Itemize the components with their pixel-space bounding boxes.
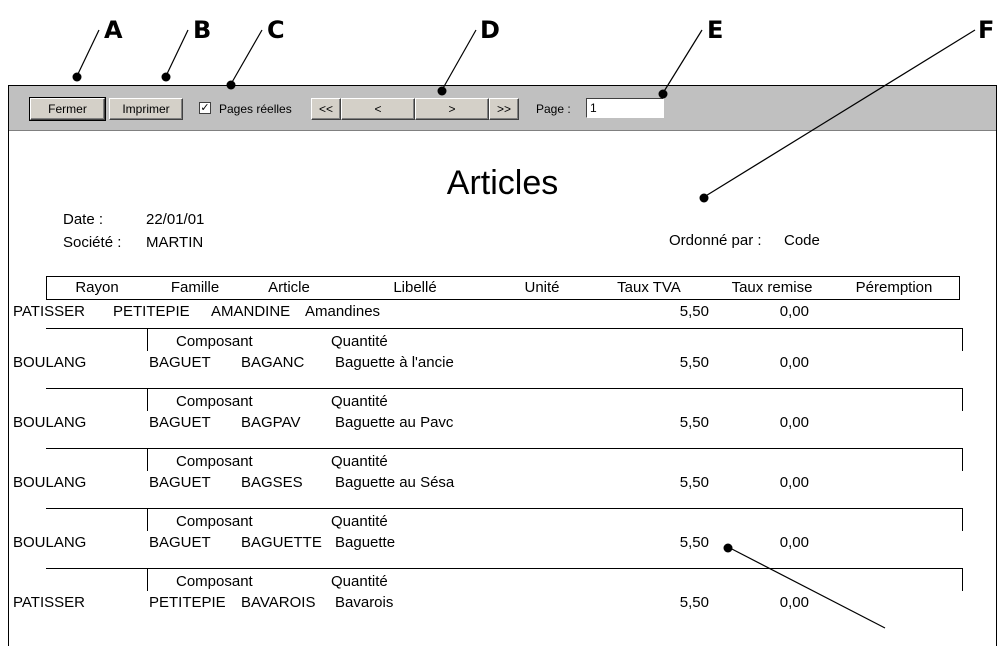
row-separator: [46, 388, 149, 389]
cell-famille: BAGUET: [149, 474, 211, 491]
cell-taux-tva: 5,50: [679, 303, 709, 320]
cell-libelle: Bavarois: [335, 594, 394, 611]
sub-col-quantite: Quantité: [331, 333, 388, 350]
cell-article: BAGPAV: [241, 414, 301, 431]
sub-col-composant: Composant: [176, 513, 253, 530]
callout-a: A: [104, 16, 123, 44]
cell-rayon: PATISSER: [13, 303, 85, 320]
callout-c: C: [267, 16, 285, 44]
callout-f: F: [978, 16, 995, 44]
col-taux-tva: Taux TVA: [617, 279, 681, 296]
sub-col-composant: Composant: [176, 393, 253, 410]
components-subheader: [147, 508, 963, 531]
report-page: [9, 131, 996, 646]
close-button[interactable]: Fermer: [30, 98, 105, 120]
row-separator: [46, 328, 149, 329]
callout-e: E: [707, 16, 724, 44]
cell-taux-remise: 0,00: [779, 534, 809, 551]
cell-article: BAGUETTE: [241, 534, 322, 551]
page-number-input[interactable]: [586, 98, 664, 118]
sub-col-composant: Composant: [176, 333, 253, 350]
cell-article: BAGSES: [241, 474, 303, 491]
components-subheader: [147, 328, 963, 351]
components-subheader: [147, 388, 963, 411]
cell-rayon: BOULANG: [13, 354, 87, 371]
report-title: Articles: [446, 164, 559, 202]
col-famille: Famille: [170, 279, 220, 296]
cell-taux-remise: 0,00: [779, 354, 809, 371]
row-separator: [46, 568, 149, 569]
sub-col-composant: Composant: [176, 573, 253, 590]
cell-rayon: BOULANG: [13, 474, 87, 491]
components-subheader: [147, 448, 963, 471]
order-label: Ordonné par :: [669, 232, 762, 249]
cell-libelle: Amandines: [305, 303, 381, 320]
sub-col-composant: Composant: [176, 453, 253, 470]
sub-col-quantite: Quantité: [331, 453, 388, 470]
row-separator: [46, 448, 149, 449]
cell-taux-remise: 0,00: [779, 414, 809, 431]
col-peremption: Péremption: [855, 279, 933, 296]
cell-libelle: Baguette au Pavc: [335, 414, 454, 431]
date-label: Date :: [63, 211, 104, 228]
next-page-button[interactable]: >: [415, 98, 489, 120]
company-label: Société :: [63, 234, 122, 251]
callout-b: B: [193, 16, 212, 44]
cell-taux-remise: 0,00: [779, 303, 809, 320]
last-page-button[interactable]: >>: [489, 98, 519, 120]
real-pages-checkbox[interactable]: ✓: [200, 102, 210, 114]
cell-taux-tva: 5,50: [679, 354, 709, 371]
callout-d: D: [480, 16, 500, 44]
date-value: 22/01/01: [146, 211, 205, 228]
cell-taux-remise: 0,00: [779, 474, 809, 491]
cell-rayon: BOULANG: [13, 414, 87, 431]
col-rayon: Rayon: [75, 279, 119, 296]
col-unite: Unité: [524, 279, 560, 296]
company-value: MARTIN: [146, 234, 204, 251]
col-article: Article: [268, 279, 310, 296]
cell-libelle: Baguette au Sésa: [335, 474, 455, 491]
real-pages-label: Pages réelles: [219, 102, 292, 116]
cell-article: BAGANC: [241, 354, 305, 371]
col-taux-remise: Taux remise: [731, 279, 813, 296]
cell-taux-tva: 5,50: [679, 534, 709, 551]
sub-col-quantite: Quantité: [331, 573, 388, 590]
print-button[interactable]: Imprimer: [109, 98, 183, 120]
cell-rayon: BOULANG: [13, 534, 87, 551]
preview-toolbar: [9, 86, 996, 131]
cell-taux-tva: 5,50: [679, 474, 709, 491]
sub-col-quantite: Quantité: [331, 393, 388, 410]
sub-col-quantite: Quantité: [331, 513, 388, 530]
previous-page-button[interactable]: <: [341, 98, 415, 120]
cell-libelle: Baguette: [335, 534, 396, 551]
cell-taux-tva: 5,50: [679, 594, 709, 611]
order-value: Code: [784, 232, 820, 249]
components-subheader: [147, 568, 963, 591]
cell-taux-remise: 0,00: [779, 594, 809, 611]
cell-article: AMANDINE: [211, 303, 291, 320]
col-libelle: Libellé: [393, 279, 437, 296]
cell-famille: BAGUET: [149, 534, 211, 551]
cell-rayon: PATISSER: [13, 594, 85, 611]
cell-taux-tva: 5,50: [679, 414, 709, 431]
cell-famille: PETITEPIE: [149, 594, 226, 611]
cell-famille: BAGUET: [149, 354, 211, 371]
cell-famille: PETITEPIE: [113, 303, 190, 320]
cell-famille: BAGUET: [149, 414, 211, 431]
report-preview-window: [8, 85, 997, 646]
page-label: Page :: [536, 102, 571, 116]
first-page-button[interactable]: <<: [311, 98, 341, 120]
row-separator: [46, 508, 149, 509]
cell-article: BAVAROIS: [241, 594, 316, 611]
cell-libelle: Baguette à l'ancie: [335, 354, 454, 371]
